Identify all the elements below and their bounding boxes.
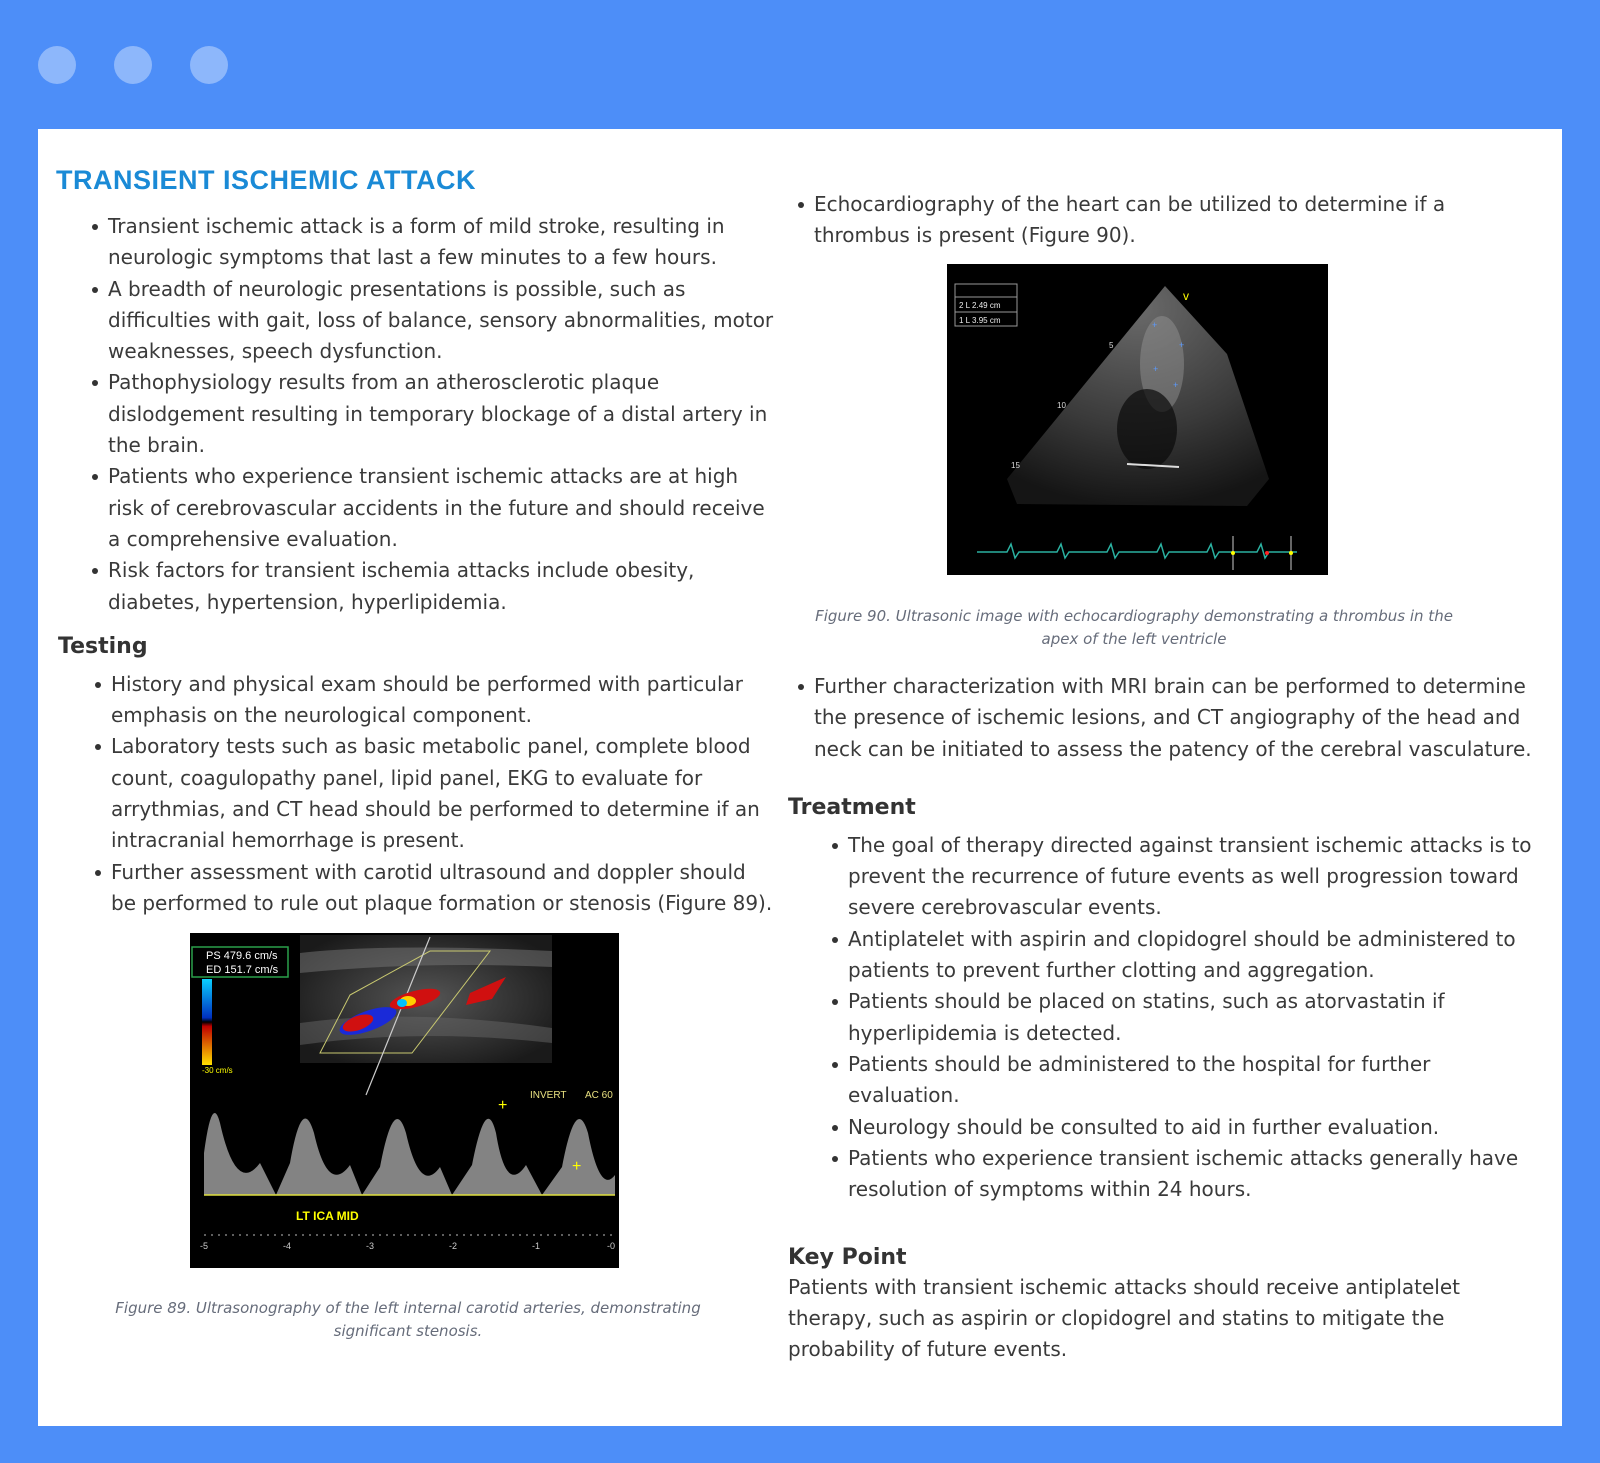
axis-tick: -4 [283,1241,292,1251]
measurement-2: 1 L 3.95 cm [959,316,1001,325]
list-item: Patients should be administered to the hospital for further evaluation. [836,1049,1542,1112]
list-item: A breadth of neurologic presentations is possible, such as difficulties with gait, loss of balance, sensory abnormalities, motor weaknesses, speech dysfunction. [56,274,776,368]
axis-tick: -0 [607,1241,616,1251]
carotid-doppler-image [190,933,619,1268]
axis-tick: -1 [532,1241,541,1251]
window-dot-1[interactable] [38,46,76,84]
list-item: Echocardiography of the heart can be utilized to determine if a thrombus is present (Figure 90). [802,189,1542,252]
list-item: Antiplatelet with aspirin and clopidogrel should be administered to patients to prevent further clotting and aggregation. [836,924,1542,987]
axis-tick: -5 [200,1241,209,1251]
list-item: The goal of therapy directed against transient ischemic attacks is to prevent the recurrence of future events as well progression toward severe cerebrovascular events. [836,830,1542,924]
depth-mark: 15 [1011,461,1020,470]
carotid-doppler-graphic [190,933,619,1268]
list-item: Risk factors for transient ischemia attacks include obesity, diabetes, hypertension, hyperlipidemia. [56,555,776,618]
intro-list [56,211,776,618]
vessel-label: LT ICA MID [296,1209,359,1223]
axis-tick: -2 [449,1241,458,1251]
scale-label: -30 cm/s [202,1066,233,1075]
depth-mark: 10 [1057,401,1066,410]
right-column-top [802,189,1542,252]
key-point-heading: Key Point [788,1245,907,1271]
figure-89-caption: Figure 89. Ultrasonography of the left internal carotid arteries, demonstrating significant stenosis. [115,1299,701,1340]
window-dot-2[interactable] [114,46,152,84]
list-item: Pathophysiology results from an atherosclerotic plaque dislodgement resulting in temporary blockage of a distal artery in the brain. [56,367,776,461]
svg-text:+: + [498,1097,508,1114]
color-scale-bar [202,979,212,1065]
svg-text:+: + [572,1158,582,1175]
window-title-bar [0,0,1600,128]
figure-90-caption: Figure 90. Ultrasonic image with echocardiography demonstrating a thrombus in the apex of the left ventricle [815,607,1453,648]
list-item: Laboratory tests such as basic metabolic panel, complete blood count, coagulopathy panel, lipid panel, EKG to evaluate for arrythmias, and CT head should be performed to determine if an intracranial hemorrhage is present. [59,731,776,856]
end-diastolic-readout: ED 151.7 cm/s [206,964,279,976]
echocardiogram-image [947,264,1328,575]
ac-label: AC 60 [585,1090,613,1101]
svg-text:v: v [1183,289,1189,303]
axis-tick: -3 [366,1241,375,1251]
invert-label: INVERT [530,1090,567,1101]
depth-mark: 5 [1109,341,1114,350]
peak-systolic-readout: PS 479.6 cm/s [206,950,278,962]
treatment-heading: Treatment [788,794,916,820]
list-item: Patients who experience transient ischemic attacks generally have resolution of symptoms within 24 hours. [836,1143,1542,1206]
key-point-text: Patients with transient ischemic attacks should receive antiplatelet therapy, such as aspirin or clopidogrel and statins to mitigate the probability of future events. [788,1275,1461,1362]
testing-heading: Testing [58,633,148,659]
list-item: Patients should be placed on statins, such as atorvastatin if hyperlipidemia is detected. [836,986,1542,1049]
document-page [38,129,1562,1426]
page-title: TRANSIENT ISCHEMIC ATTACK [56,165,476,195]
right-column-mid [788,671,1542,1365]
list-item: History and physical exam should be performed with particular emphasis on the neurological component. [59,669,776,732]
list-item: Patients who experience transient ischemic attacks are at high risk of cerebrovascular accidents in the future and should receive a comprehensive evaluation. [56,461,776,555]
list-item: Transient ischemic attack is a form of mild stroke, resulting in neurologic symptoms that last a few minutes to a few hours. [56,211,776,274]
mri-list [802,671,1542,765]
list-item: Neurology should be consulted to aid in further evaluation. [836,1112,1542,1143]
echo-list [802,189,1542,252]
svg-text:+: + [1179,340,1185,350]
treatment-list [836,830,1542,1206]
svg-text:+: + [1153,364,1159,374]
svg-text:+: + [1173,380,1179,390]
svg-text:+: + [1152,320,1158,330]
list-item: Further characterization with MRI brain can be performed to determine the presence of ischemic lesions, and CT angiography of the head and neck can be initiated to assess the patency of the cerebral vasculature. [802,671,1542,765]
testing-list [59,669,776,919]
left-column [56,211,776,919]
echocardiogram-graphic [947,264,1328,575]
list-item: Further assessment with carotid ultrasound and doppler should be performed to rule out plaque formation or stenosis (Figure 89). [59,857,776,920]
measurement-1: 2 L 2.49 cm [959,301,1001,310]
window-dot-3[interactable] [190,46,228,84]
